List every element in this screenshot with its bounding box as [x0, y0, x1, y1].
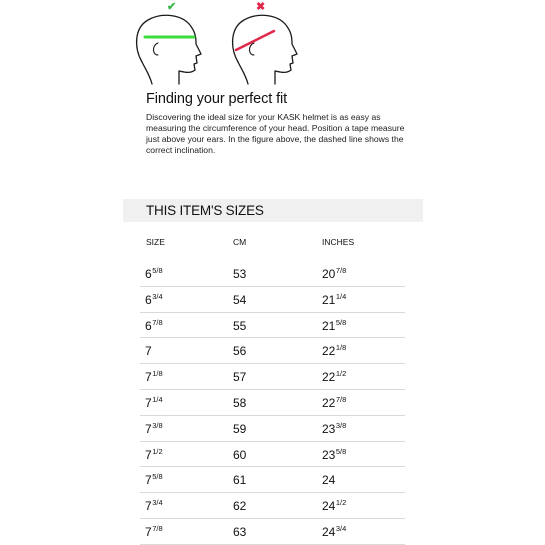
inches-cell: [322, 317, 347, 333]
size-fraction: 1/4: [152, 394, 163, 404]
inches-whole: 22: [322, 344, 336, 359]
inches-cell: [322, 291, 347, 307]
inches-fraction: 1/4: [335, 291, 347, 301]
table-row: [140, 467, 405, 493]
wrong-measure-line: [236, 31, 274, 50]
inches-whole: 22: [322, 370, 336, 385]
fit-guide-title: Finding your perfect fit: [146, 91, 288, 107]
inches-cell: [322, 420, 347, 436]
inches-cell: [322, 394, 347, 410]
size-fraction: 1/8: [152, 369, 163, 379]
size-fraction: 5/8: [152, 472, 163, 482]
size-cell: [145, 371, 163, 383]
sizes-title: THIS ITEM'S SIZES: [146, 203, 264, 218]
cm-cell: 58: [233, 395, 247, 410]
fit-guide-description: Discovering the ideal size for your KASK helmet is as easy as measuring the circumference of your head. Position a tape measure just above your ears. In the figure above, the dashed line shows the correct inclination.: [146, 112, 405, 155]
inches-cell: [322, 500, 346, 512]
cm-cell: 59: [233, 421, 247, 436]
size-table: [140, 261, 405, 545]
size-cell: [145, 446, 163, 462]
size-fraction: 3/4: [152, 291, 163, 301]
cm-cell: 55: [233, 318, 247, 333]
size-whole: 6: [145, 267, 152, 281]
size-whole: 7: [145, 473, 152, 488]
column-header-size: SIZE: [146, 237, 165, 247]
cm-cell: 54: [233, 292, 247, 307]
inches-cell: [322, 371, 346, 383]
inches-fraction: 3/4: [335, 523, 347, 533]
size-fraction: 3/4: [152, 498, 163, 508]
inches-cell: [322, 268, 346, 280]
head-measurement-figures: [128, 0, 308, 88]
size-cell: [145, 291, 163, 307]
cm-cell: 57: [233, 370, 247, 385]
size-cell: [145, 420, 163, 436]
table-row: [140, 338, 405, 364]
table-row: [140, 364, 405, 390]
size-fraction: 1/2: [152, 446, 163, 456]
cm-cell: 61: [233, 473, 247, 488]
column-header-cm: CM: [233, 237, 247, 247]
table-row: [140, 287, 405, 313]
size-cell: [145, 268, 163, 280]
table-row: [140, 493, 405, 519]
inches-fraction: 1/2: [335, 369, 347, 379]
inches-whole: 21: [322, 318, 336, 333]
inches-whole: 24: [322, 499, 336, 514]
size-cell: [145, 345, 152, 357]
sizes-section-header: [123, 199, 423, 222]
inches-fraction: 7/8: [335, 394, 347, 404]
inches-whole: 22: [322, 395, 336, 410]
size-whole: 7: [145, 421, 152, 436]
size-whole: 7: [145, 395, 152, 410]
head-profile-correct-icon: [128, 0, 213, 88]
size-fraction: 3/8: [152, 420, 163, 430]
size-cell: [145, 317, 163, 333]
inches-fraction: 7/8: [335, 266, 347, 275]
table-row: [140, 390, 405, 416]
size-cell: [145, 500, 163, 512]
inches-fraction: 1/8: [335, 343, 347, 353]
table-row: [140, 416, 405, 442]
size-cell: [145, 394, 163, 410]
inches-whole: 20: [322, 267, 336, 281]
column-header-inches: INCHES: [322, 237, 355, 247]
table-row: [140, 313, 405, 339]
inches-cell: [322, 446, 347, 462]
check-icon: ✔: [167, 1, 177, 13]
cm-cell: 63: [233, 524, 247, 539]
size-whole: 7: [145, 370, 152, 385]
table-row: [140, 261, 405, 287]
size-whole: 6: [145, 292, 152, 307]
inches-whole: 23: [322, 447, 336, 462]
inches-whole: 21: [322, 292, 336, 307]
inches-whole: 23: [322, 421, 336, 436]
size-cell: [145, 474, 163, 486]
inches-fraction: 1/2: [335, 498, 347, 508]
size-table-header: [146, 237, 406, 249]
size-whole: 7: [145, 499, 152, 514]
cm-cell: 60: [233, 447, 247, 462]
cross-icon: ✖: [256, 1, 266, 13]
inches-cell: [322, 474, 336, 486]
size-whole: 7: [145, 344, 152, 359]
size-whole: 7: [145, 524, 152, 539]
cm-cell: 56: [233, 344, 247, 359]
table-row: [140, 442, 405, 468]
inches-fraction: 3/8: [335, 420, 347, 430]
inches-cell: [322, 523, 347, 539]
size-fraction: 7/8: [152, 523, 163, 533]
wrong-head-figure: [224, 0, 309, 88]
head-profile-wrong-icon: [224, 0, 309, 88]
correct-head-figure: [128, 0, 213, 88]
size-whole: 6: [145, 318, 152, 333]
cm-cell: 62: [233, 499, 247, 514]
cm-cell: 53: [233, 267, 247, 281]
inches-whole: 24: [322, 524, 336, 539]
inches-whole: 24: [322, 473, 336, 488]
size-whole: 7: [145, 447, 152, 462]
size-fraction: 7/8: [152, 317, 163, 327]
inches-cell: [322, 345, 346, 357]
table-row: [140, 519, 405, 545]
inches-fraction: 5/8: [335, 317, 347, 327]
inches-fraction: 5/8: [335, 446, 347, 456]
size-fraction: 5/8: [152, 266, 163, 275]
size-cell: [145, 523, 163, 539]
